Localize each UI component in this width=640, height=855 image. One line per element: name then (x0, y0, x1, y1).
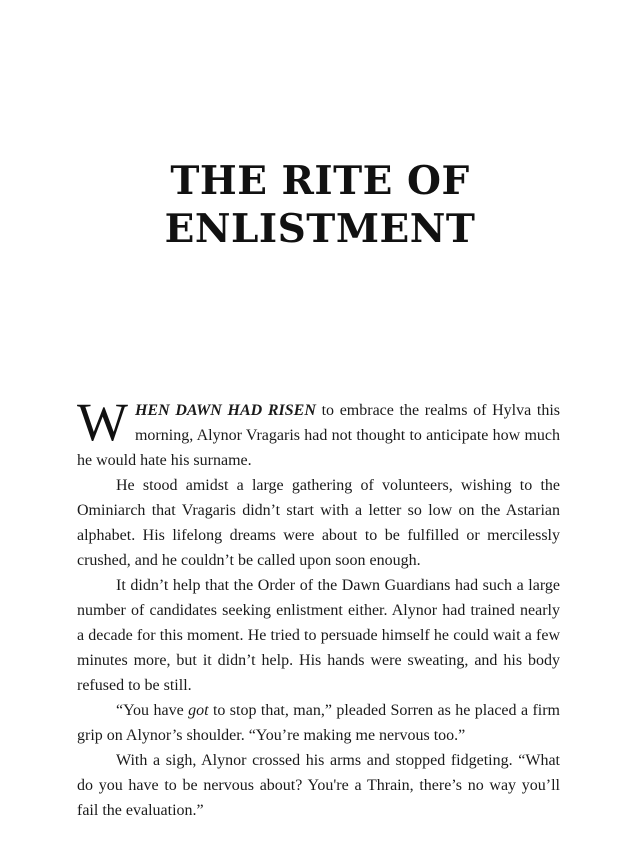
paragraph-4-after: to stop that, man,” pleaded Sorren as he placed a firm grip on Alynor’s shoulder. “You’re making me nervous too.” (77, 702, 560, 744)
chapter-body (77, 392, 560, 823)
paragraph-4-before: “You have (116, 702, 189, 719)
paragraph-3: It didn’t help that the Order of the Dawn Guardians had such a large number of candidates seeking enlistment either. Alynor had trained nearly a decade for this moment. He tried to persuade himself he could wait a few minutes more, but it didn’t help. His hands were sweating, and his body refused to be still. (77, 577, 560, 694)
chapter-title-line-2: ENLISTMENT (164, 206, 476, 252)
paragraph-1 (77, 392, 560, 473)
drop-cap: W (77, 392, 128, 452)
paragraph-1-text: to embrace the realms of Hylva this morning, Alynor Vragaris had not thought to anticipate how much he would hate his surname. (77, 402, 560, 469)
chapter-title-line-1: THE RITE OF (170, 158, 470, 204)
paragraph-4-emphasis: got (188, 702, 209, 719)
paragraph-4 (77, 698, 560, 748)
lead-in-text: HEN DAWN HAD RISEN (134, 402, 316, 419)
paragraph-2: He stood amidst a large gathering of volunteers, wishing to the Ominiarch that Vragaris didn’t start with a letter so low on the Astarian alphabet. His lifelong dreams were about to be fulfilled or mercilessly crushed, and he couldn’t be called upon soon enough. (77, 477, 560, 569)
paragraph-5: With a sigh, Alynor crossed his arms and stopped fidgeting. “What do you have to be nervous about? You're a Thrain, there’s no way you’ll fail the evaluation.” (77, 752, 560, 819)
chapter-title (0, 157, 640, 253)
